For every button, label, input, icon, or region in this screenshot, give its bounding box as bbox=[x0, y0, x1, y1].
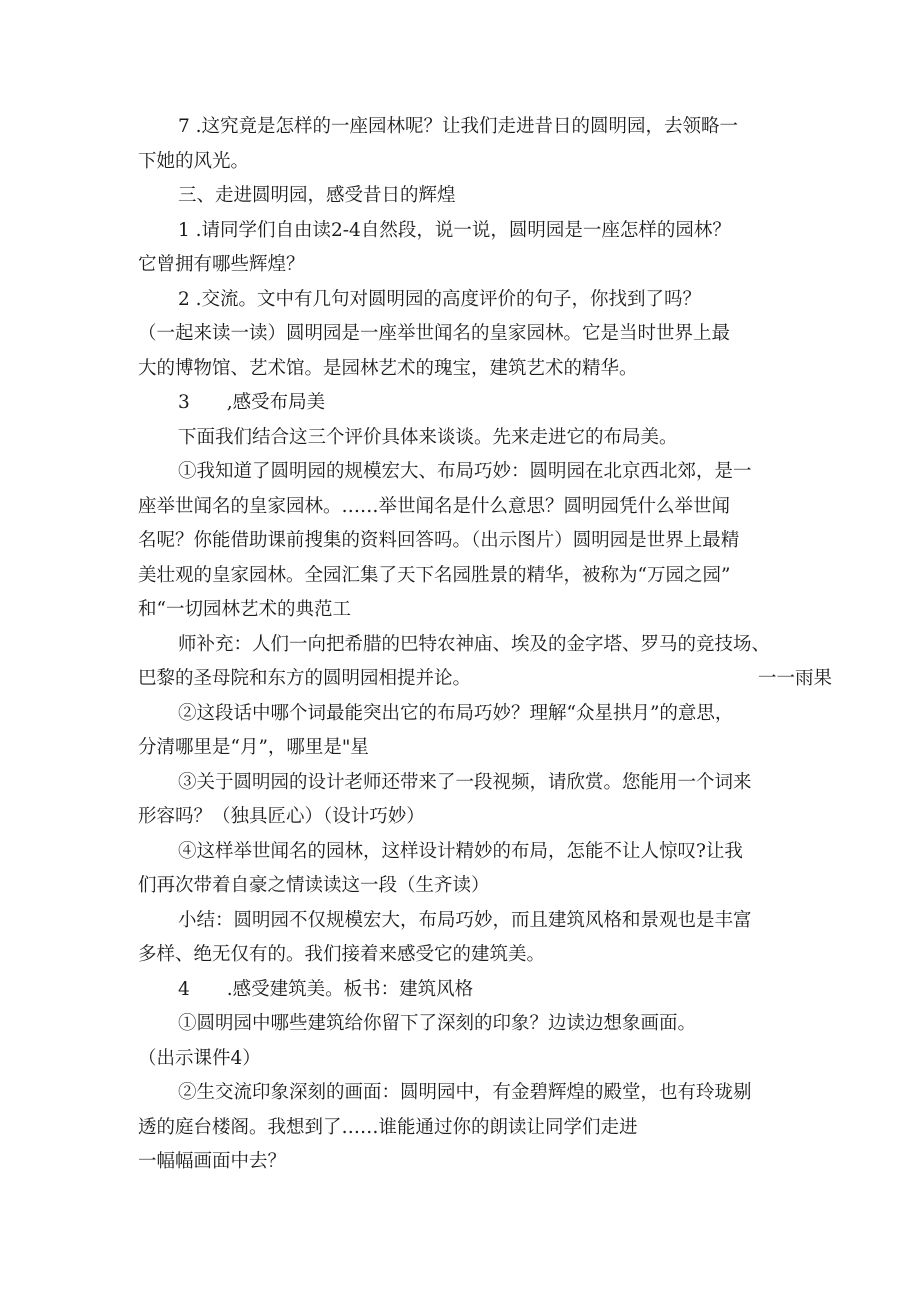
paragraph-line: 2 .交流。文中有几句对圆明园的高度评价的句子，你找到了吗？ bbox=[178, 288, 702, 310]
paragraph-line: 名呢？你能借助课前搜集的资料回答吗。（出示图片）圆明园是世界上最精 bbox=[138, 530, 740, 551]
summary-line: 多样、绝无仅有的。我们接着来感受它的建筑美。 bbox=[138, 944, 546, 965]
subsection-heading: 3 ,感受布局美 bbox=[178, 392, 326, 413]
paragraph-line: （出示课件4） bbox=[138, 1047, 261, 1069]
document-page bbox=[138, 110, 833, 1180]
paragraph-line: ①圆明园中哪些建筑给你留下了深刻的印象？边读边想象画面。 bbox=[178, 1013, 697, 1034]
paragraph-line: ①我知道了圆明园的规模宏大、布局巧妙：圆明园在北京西北郊，是一 bbox=[178, 461, 752, 482]
paragraph-line: 下她的风光。 bbox=[138, 150, 250, 172]
paragraph-line: 下面我们结合这三个评价具体来谈谈。先来走进它的布局美。 bbox=[178, 426, 678, 448]
section-heading: 三、走进圆明园，感受昔日的辉煌 bbox=[178, 185, 456, 206]
quote-text: 巴黎的圣母院和东方的圆明园相提并论。 bbox=[138, 668, 472, 689]
quote-attribution: 一一雨果 bbox=[758, 668, 833, 689]
paragraph-line: 1 .请同学们自由读2-4自然段，说一说，圆明园是一座怎样的园林？ bbox=[178, 219, 731, 241]
paragraph-line: 它曾拥有哪些辉煌？ bbox=[138, 254, 305, 275]
paragraph-line: 透的庭台楼阁。我想到了……谁能通过你的朗读让同学们走进 bbox=[138, 1116, 638, 1138]
paragraph-line: ②这段话中哪个词最能突出它的布局巧妙？理解“众星拱月”的意思， bbox=[178, 702, 734, 724]
paragraph-line: 美壮观的皇家园林。全园汇集了天下名园胜景的精华，被称为“万园之园” bbox=[138, 564, 731, 586]
paragraph-line: ②生交流印象深刻的画面：圆明园中，有金碧辉煌的殿堂，也有玲珑剔 bbox=[178, 1082, 752, 1103]
paragraph-line: 大的博物馆、艺术馆。是园林艺术的瑰宝，建筑艺术的精华。 bbox=[138, 357, 638, 379]
paragraph-line: 和“一切园林艺术的典范工 bbox=[138, 599, 351, 620]
paragraph-line: ③关于圆明园的设计老师还带来了一段视频，请欣赏。您能用一个词来 bbox=[178, 771, 752, 793]
paragraph-line: ④这样举世闻名的园林，这样设计精妙的布局，怎能不让人惊叹?让我 bbox=[178, 840, 743, 862]
paragraph-line: （一起来读一读）圆明园是一座举世闻名的皇家园林。它是当时世界上最 bbox=[138, 323, 731, 344]
paragraph-line: 分清哪里是“月”，哪里是"星 bbox=[138, 737, 369, 758]
paragraph-line: 7 .这究竟是怎样的一座园林呢？让我们走进昔日的圆明园，去领略一 bbox=[178, 116, 739, 137]
subsection-heading: 4 .感受建筑美。板书：建筑风格 bbox=[178, 978, 474, 1000]
paragraph-line: 形容吗？（独具匠心）（设计巧妙） bbox=[138, 806, 425, 827]
quote-line bbox=[138, 662, 833, 697]
paragraph-line: 一幅幅画面中去？ bbox=[138, 1151, 287, 1172]
paragraph-line: 们再次带着自豪之情读读这一段（生齐读） bbox=[138, 875, 490, 896]
summary-line: 小结：圆明园不仅规模宏大，布局巧妙，而且建筑风格和景观也是丰富 bbox=[178, 909, 752, 931]
paragraph-line: 座举世闻名的皇家园林。……举世闻名是什么意思？圆明园凭什么举世闻 bbox=[138, 495, 731, 517]
paragraph-line: 师补充：人们一向把希腊的巴特农神庙、埃及的金字塔、罗马的竞技场、 bbox=[178, 633, 771, 655]
